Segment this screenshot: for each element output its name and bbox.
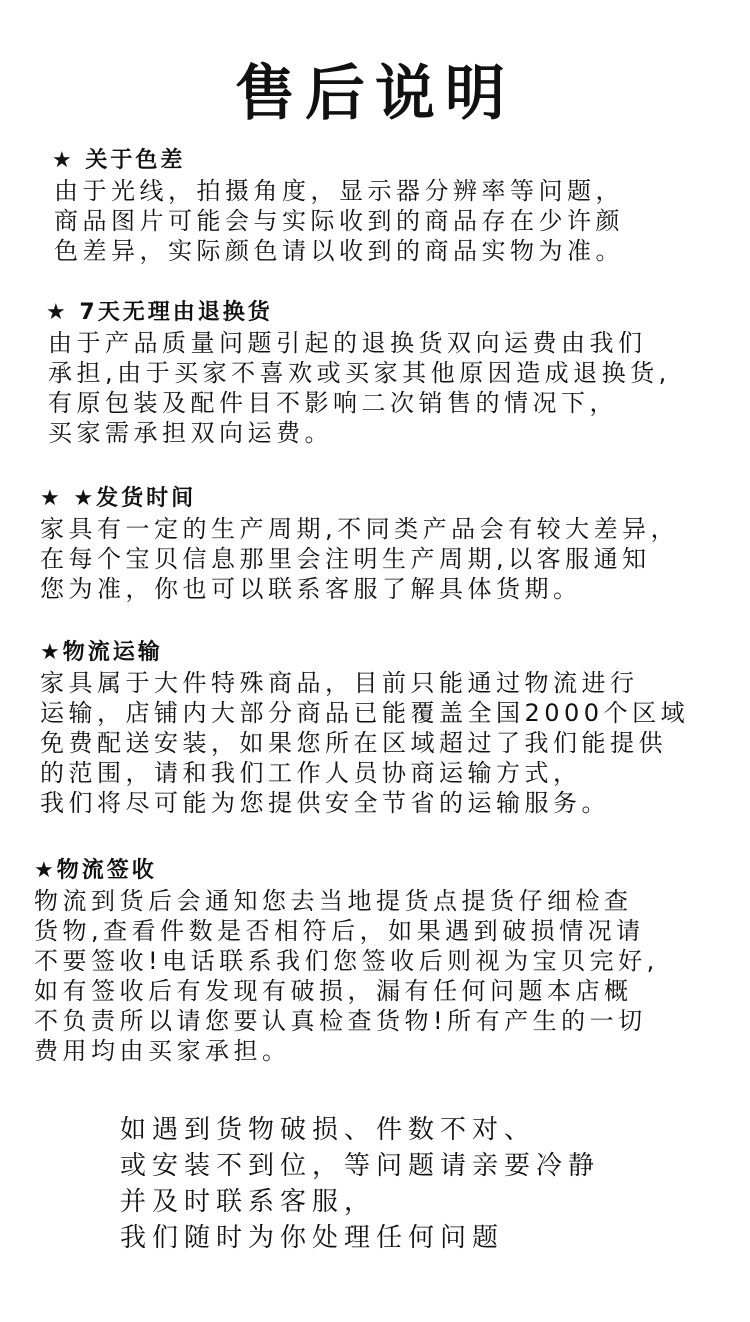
section-heading: ★物流签收 (34, 858, 157, 883)
section-line: 货物,查看件数是否相符后，如果遇到破损情况请 (34, 917, 645, 945)
section-line: 物流到货后会通知您去当地提货点提货仔细检查 (34, 887, 633, 915)
section-line: 如有签收后有发现有破损，漏有任何问题本店概 (34, 977, 633, 1005)
section-line: 的范围，请和我们工作人员协商运输方式， (40, 759, 582, 787)
section-shipping-time (0, 484, 750, 604)
closing-line: 并及时联系客服， (120, 1187, 377, 1217)
section-heading: ★ 7天无理由退换货 (46, 300, 273, 325)
section-line: 在每个宝贝信息那里会注明生产周期,以客服通知 (40, 545, 651, 573)
section-line: 承担,由于买家不喜欢或买家其他原因造成退换货, (48, 359, 671, 387)
section-line: 有原包装及配件目不影响二次销售的情况下， (48, 389, 618, 417)
section-line: 费用均由买家承担。 (34, 1037, 291, 1065)
section-heading: ★物流运输 (40, 640, 163, 665)
section-line: 家具有一定的生产周期,不同类产品会有较大差异， (40, 515, 680, 543)
section-line: 免费配送安装，如果您所在区域超过了我们能提供 (40, 729, 667, 757)
closing-note (0, 1112, 750, 1256)
section-line: 运输，店铺内大部分商品已能覆盖全国2000个区域 (40, 699, 690, 727)
section-line: 家具属于大件特殊商品，目前只能通过物流进行 (40, 669, 639, 697)
section-heading: ★ 关于色差 (52, 148, 186, 173)
section-heading: ★ ★发货时间 (40, 486, 197, 511)
closing-line: 或安装不到位，等问题请亲要冷静 (120, 1151, 601, 1181)
section-line: 色差异，实际颜色请以收到的商品实物为准。 (54, 237, 624, 265)
section-line: 买家需承担双向运费。 (48, 419, 333, 447)
section-line: 您为准，你也可以联系客服了解具体货期。 (40, 575, 582, 603)
closing-line: 如遇到货物破损、件数不对、 (120, 1115, 537, 1145)
page-title: 售后说明 (235, 59, 515, 129)
section-logistics-signing (0, 856, 750, 1066)
closing-line: 我们随时为你处理任何问题 (120, 1223, 505, 1253)
section-line: 不负责所以请您要认真检查货物!所有产生的一切 (34, 1007, 647, 1035)
section-line: 商品图片可能会与实际收到的商品存在少许颜 (54, 207, 624, 235)
section-line: 由于光线，拍摄角度，显示器分辨率等问题， (54, 177, 624, 205)
section-line: 我们将尽可能为您提供安全节省的运输服务。 (40, 789, 610, 817)
section-seven-day-return (0, 298, 750, 448)
section-line: 由于产品质量问题引起的退换货双向运费由我们 (48, 329, 647, 357)
section-line: 不要签收!电话联系我们您签收后则视为宝贝完好, (34, 947, 659, 975)
section-color-difference (0, 146, 750, 266)
section-logistics-transport (0, 638, 750, 818)
